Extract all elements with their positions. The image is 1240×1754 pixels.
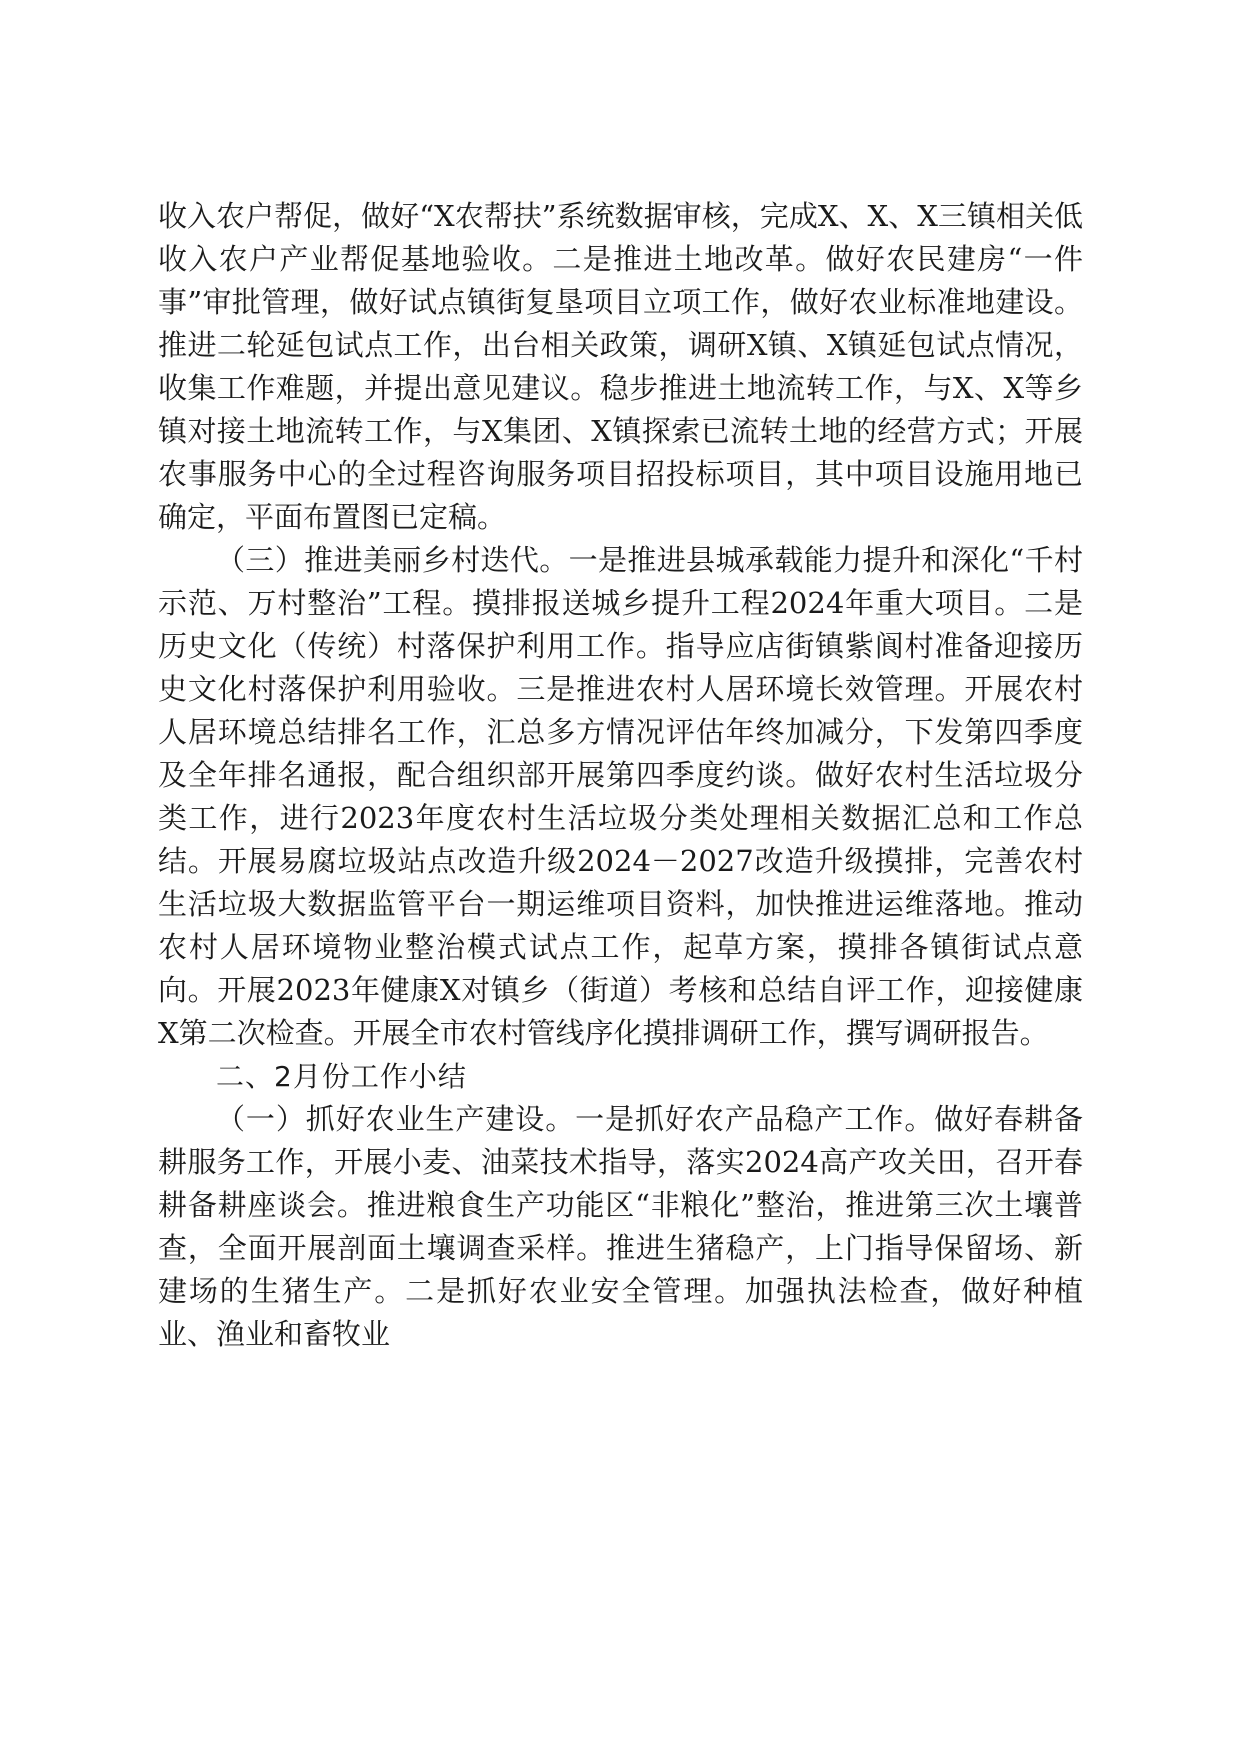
section-body-agri-production: 一是抓好农产品稳产工作。做好春耕备耕服务工作，开展小麦、油菜技术指导，落实2024高产攻关田，召开春耕备耕座谈会。推进粮食生产功能区“非粮化”整治，推进第三次土壤普查，全面开展剖面土壤调查采样。推进生猪稳产，上门指导保留场、新建场的生猪生产。二是抓好农业安全管理。加强执法检查，做好种植业、渔业和畜牧业 (158, 1102, 1083, 1351)
section-title-beautiful-village: （三）推进美丽乡村迭代。 (216, 543, 569, 577)
paragraph-agri-production (158, 1098, 1083, 1356)
section-body-beautiful-village: 一是推进县城承载能力提升和深化“千村示范、万村整治”工程。摸排报送城乡提升工程2024年重大项目。二是历史文化（传统）村落保护利用工作。指导应店街镇紫阆村准备迎接历史文化村落保护利用验收。三是推进农村人居环境长效管理。开展农村人居环境总结排名工作，汇总多方情况评估年终加减分，下发第四季度及全年排名通报，配合组织部开展第四季度约谈。做好农村生活垃圾分类工作，进行2023年度农村生活垃圾分类处理相关数据汇总和工作总结。开展易腐垃圾站点改造升级2024－2027改造升级摸排，完善农村生活垃圾大数据监管平台一期运维项目资料，加快推进运维落地。推动农村人居环境物业整治模式试点工作，起草方案，摸排各镇街试点意向。开展2023年健康X对镇乡（街道）考核和总结自评工作，迎接健康X第二次检查。开展全市农村管线序化摸排调研工作，撰写调研报告。 (158, 543, 1083, 1050)
section-title-agri-production: （一）抓好农业生产建设。 (216, 1102, 576, 1136)
paragraph-beautiful-village (158, 539, 1083, 1055)
document-page (158, 195, 1083, 1356)
heading-february-summary: 二、2月份工作小结 (216, 1060, 467, 1093)
paragraph-land-reform: 收入农户帮促，做好“X农帮扶”系统数据审核，完成X、X、X三镇相关低收入农户产业帮促基地验收。二是推进土地改革。做好农民建房“一件事”审批管理，做好试点镇街复垦项目立项工作，做好农业标准地建设。推进二轮延包试点工作，出台相关政策，调研X镇、X镇延包试点情况，收集工作难题，并提出意见建议。稳步推进土地流转工作，与X、X等乡镇对接土地流转工作，与X集团、X镇探索已流转土地的经营方式；开展农事服务中心的全过程咨询服务项目招投标项目，其中项目设施用地已确定，平面布置图已定稿。 (158, 199, 1083, 534)
